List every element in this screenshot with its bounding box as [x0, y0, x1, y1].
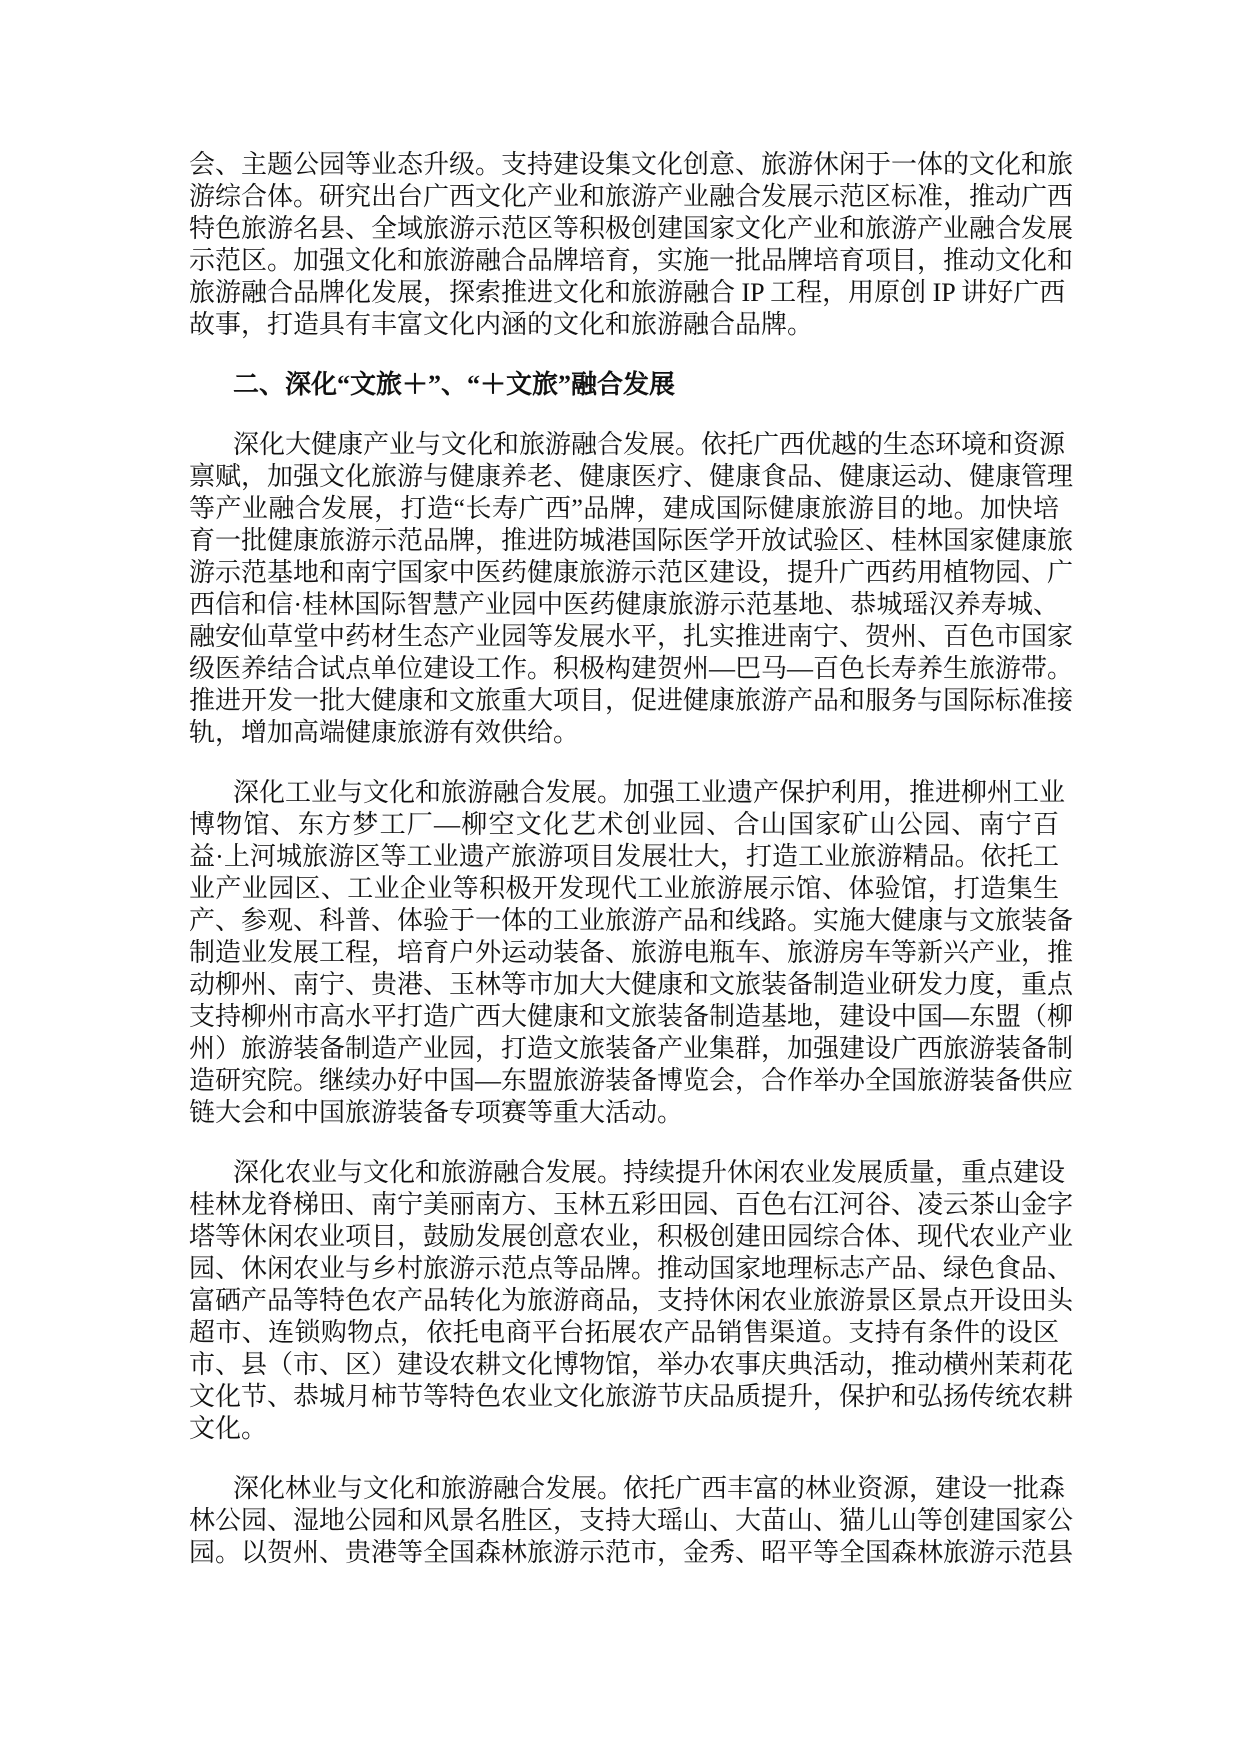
- text-line: 深化大健康产业与文化和旅游融合发展。依托广西优越的生态环境和资源: [233, 430, 1066, 459]
- text-line: 益·上河城旅游区等工业遗产旅游项目发展壮大，打造工业旅游精品。依托工: [189, 842, 1059, 871]
- text-line: 超市、连锁购物点，依托电商平台拓展农产品销售渠道。支持有条件的设区: [189, 1318, 1059, 1347]
- text-line: 二、深化“文旅＋”、“＋文旅”融合发展: [233, 370, 676, 399]
- text-line: 业产业园区、工业企业等积极开发现代工业旅游展示馆、体验馆，打造集生: [189, 874, 1059, 903]
- text-line: 富硒产品等特色农产品转化为旅游商品，支持休闲农业旅游景区景点开设田头: [189, 1286, 1074, 1315]
- text-line: 育一批健康旅游示范品牌，推进防城港国际医学开放试验区、桂林国家健康旅: [189, 526, 1074, 555]
- text-line: 文化。: [189, 1414, 268, 1443]
- text-line: 园。以贺州、贵港等全国森林旅游示范市，金秀、昭平等全国森林旅游示范县: [189, 1538, 1074, 1567]
- text-line: 游综合体。研究出台广西文化产业和旅游产业融合发展示范区标准，推动广西: [189, 182, 1074, 211]
- text-line: 州）旅游装备制造产业园，打造文旅装备产业集群，加强建设广西旅游装备制: [189, 1034, 1074, 1063]
- text-line: 深化工业与文化和旅游融合发展。加强工业遗产保护利用，推进柳州工业: [233, 778, 1066, 807]
- text-line: 塔等休闲农业项目，鼓励发展创意农业，积极创建田园综合体、现代农业产业: [189, 1222, 1074, 1251]
- text-line: 支持柳州市高水平打造广西大健康和文旅装备制造基地，建设中国—东盟（柳: [189, 1002, 1074, 1031]
- body-paragraph: [189, 1473, 1074, 1569]
- text-line: 轨，增加高端健康旅游有效供给。: [189, 718, 580, 747]
- text-line: 示范区。加强文化和旅游融合品牌培育，实施一批品牌培育项目，推动文化和: [189, 246, 1074, 275]
- text-line: 文化节、恭城月柿节等特色农业文化旅游节庆品质提升，保护和弘扬传统农耕: [189, 1382, 1074, 1411]
- text-line: 特色旅游名县、全域旅游示范区等积极创建国家文化产业和旅游产业融合发展: [189, 214, 1074, 243]
- text-line: 园、休闲农业与乡村旅游示范点等品牌。推动国家地理标志产品、绿色食品、: [189, 1254, 1074, 1283]
- text-line: 产、参观、科普、体验于一体的工业旅游产品和线路。实施大健康与文旅装备: [189, 906, 1074, 935]
- body-paragraph: [189, 777, 1074, 1129]
- text-line: 故事，打造具有丰富文化内涵的文化和旅游融合品牌。: [189, 310, 814, 339]
- text-line: 旅游融合品牌化发展，探索推进文化和旅游融合 IP 工程，用原创 IP 讲好广西: [189, 278, 1066, 307]
- body-paragraph: [189, 149, 1074, 341]
- text-line: 链大会和中国旅游装备专项赛等重大活动。: [189, 1098, 684, 1127]
- text-line: 西信和信·桂林国际智慧产业园中医药健康旅游示范基地、恭城瑶汉养寿城、: [189, 590, 1059, 619]
- text-line: 会、主题公园等业态升级。支持建设集文化创意、旅游休闲于一体的文化和旅: [189, 150, 1074, 179]
- text-line: 推进开发一批大健康和文旅重大项目，促进健康旅游产品和服务与国际标准接: [189, 686, 1074, 715]
- body-paragraph: [189, 1157, 1074, 1445]
- text-line: 等产业融合发展，打造“长寿广西”品牌，建成国际健康旅游目的地。加快培: [189, 494, 1059, 523]
- text-line: 深化农业与文化和旅游融合发展。持续提升休闲农业发展质量，重点建设: [233, 1158, 1066, 1187]
- text-line: 动柳州、南宁、贵港、玉林等市加大大健康和文旅装备制造业研发力度，重点: [189, 970, 1074, 999]
- text-line: 融安仙草堂中药材生态产业园等发展水平，扎实推进南宁、贺州、百色市国家: [189, 622, 1074, 651]
- text-line: 造研究院。继续办好中国—东盟旅游装备博览会，合作举办全国旅游装备供应: [189, 1066, 1074, 1095]
- text-line: 级医养结合试点单位建设工作。积极构建贺州—巴马—百色长寿养生旅游带。: [189, 654, 1074, 683]
- text-line: 禀赋，加强文化旅游与健康养老、健康医疗、健康食品、健康运动、健康管理: [189, 462, 1074, 491]
- text-line: 林公园、湿地公园和风景名胜区，支持大瑶山、大苗山、猫儿山等创建国家公: [189, 1506, 1074, 1535]
- body-paragraph: [189, 429, 1074, 749]
- text-line: 深化林业与文化和旅游融合发展。依托广西丰富的林业资源，建设一批森: [233, 1474, 1066, 1503]
- text-line: 桂林龙脊梯田、南宁美丽南方、玉林五彩田园、百色右江河谷、凌云茶山金字: [189, 1190, 1074, 1219]
- text-line: 游示范基地和南宁国家中医药健康旅游示范区建设，提升广西药用植物园、广: [189, 558, 1074, 587]
- document-page: [189, 149, 1074, 1597]
- text-line: 市、县（市、区）建设农耕文化博物馆，举办农事庆典活动，推动横州茉莉花: [189, 1350, 1074, 1379]
- section-heading: [189, 369, 1059, 401]
- text-line: 制造业发展工程，培育户外运动装备、旅游电瓶车、旅游房车等新兴产业，推: [189, 938, 1074, 967]
- text-line: 博物馆、东方梦工厂—柳空文化艺术创业园、合山国家矿山公园、南宁百: [189, 810, 1059, 839]
